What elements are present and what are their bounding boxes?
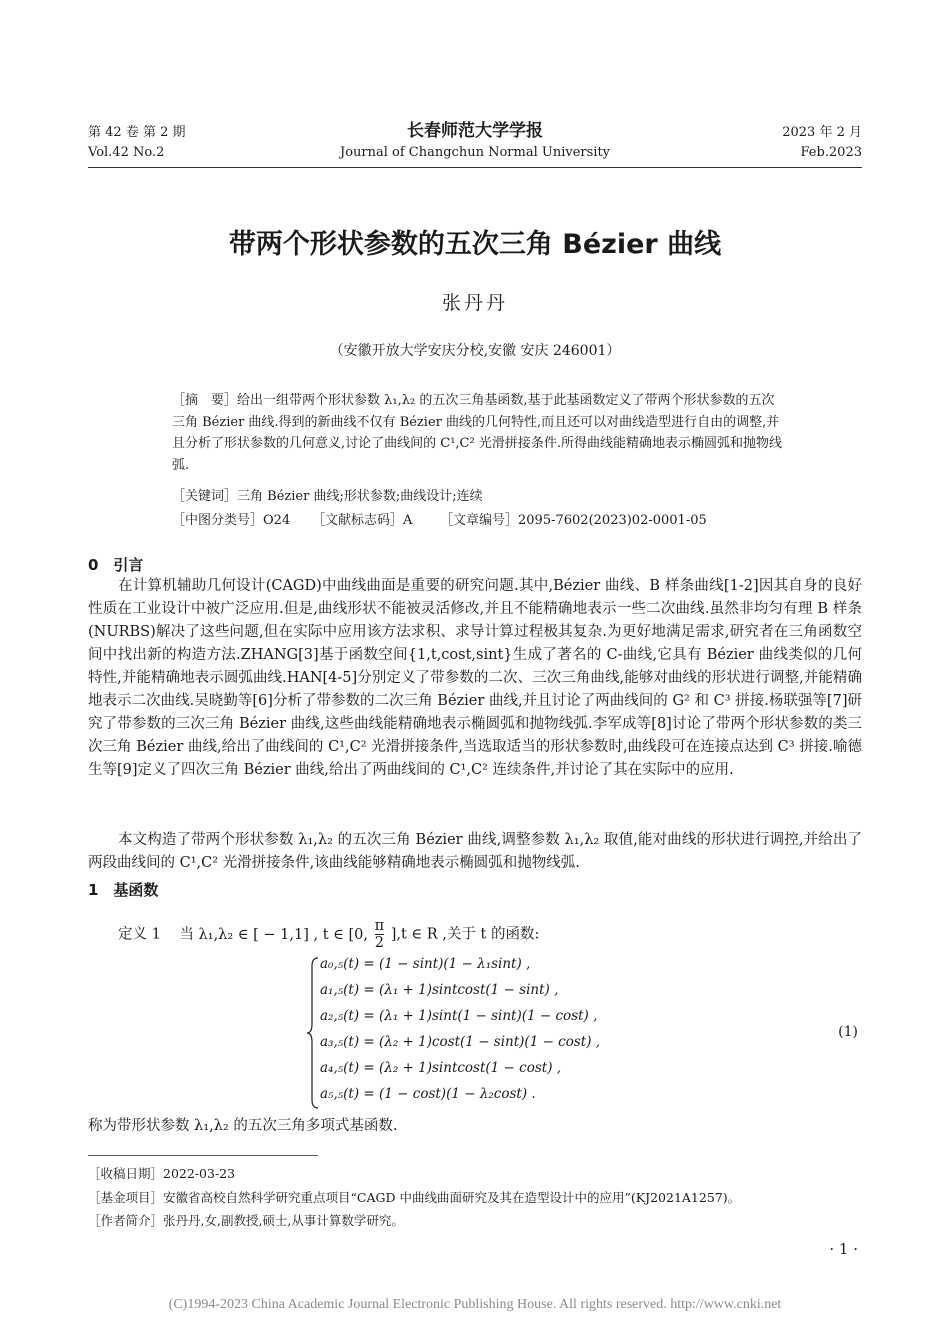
- footnote-rule: [88, 1155, 318, 1156]
- fraction-numerator: π: [374, 918, 385, 934]
- journal-title-en: Journal of Changchun Normal University: [339, 145, 611, 160]
- keywords-label: ［关键词］: [172, 489, 238, 504]
- equation-a3: a₃,₅(t) = (λ₂ + 1)cost(1 − sint)(1 − cost) ,: [320, 1034, 601, 1050]
- abstract-text: 给出一组带两个形状参数 λ₁,λ₂ 的五次三角基函数,基于此基函数定义了带两个形状参数的五次三角 Bézier 曲线.得到的新曲线不仅有 Bézier 曲线的几何特性,而且还可以对曲线造型进行自由的调整,并且分析了形状参数的几何意义,讨论了曲线间的 C¹,C² 光滑拼接条件.所得曲线能精确地表示椭圆弧和抛物线弧.: [172, 393, 782, 473]
- classification-codes: [172, 509, 290, 528]
- equation-a2: a₂,₅(t) = (λ₁ + 1)sint(1 − sint)(1 − cost) ,: [320, 1008, 598, 1024]
- article-title: 带两个形状参数的五次三角 Bézier 曲线: [228, 229, 722, 260]
- fraction-denominator: 2: [374, 935, 384, 951]
- author-name: 张丹丹: [441, 292, 508, 314]
- volume-cn: 第 42 卷 第 2 期: [88, 125, 186, 140]
- equation-a1: a₁,₅(t) = (λ₁ + 1)sintcost(1 − sint) ,: [320, 982, 559, 998]
- article-number: [440, 509, 707, 528]
- footnote-fund: ［基金项目］安徽省高校自然科学研究重点项目“CAGD 中曲线曲面研究及其在造型设计中的应用”(KJ2021A1257)。: [88, 1190, 741, 1205]
- definition-label: 定义 1: [118, 926, 161, 943]
- equation-a0: a₀,₅(t) = (1 − sint)(1 − λ₁sint) ,: [320, 956, 531, 972]
- equation-number: (1): [838, 1024, 858, 1040]
- doc-code-label: ［文献标志码］: [312, 513, 404, 528]
- copyright-notice: (C)1994-2023 China Academic Journal Electronic Publishing House. All rights reserved. http://www.cnki.net: [168, 1297, 782, 1312]
- section-heading-basis: 1 基函数: [88, 881, 159, 899]
- footnote-author-bio: ［作者简介］张丹丹,女,副教授,硕士,从事计算数学研究。: [88, 1213, 404, 1228]
- definition-1: [118, 918, 539, 951]
- left-brace-icon: [306, 956, 320, 1110]
- date-en: Feb.2023: [800, 145, 862, 160]
- clc-label: ［中图分类号］: [172, 513, 264, 528]
- abstract-label: ［摘 要］: [172, 393, 238, 408]
- intro-paragraph-1: 在计算机辅助几何设计(CAGD)中曲线曲面是重要的研究问题.其中,Bézier 曲线、B 样条曲线[1-2]因其自身的良好性质在工业设计中被广泛应用.但是,曲线形状不能被灵活修改,并且不能精确地表示一些二次曲线.虽然非均匀有理 B 样条(NURBS)解决了这些问题,但在实际中应用该方法求积、求导计算过程极其复杂.为更好地满足需求,研究者在三角函数空间中找出新的构造方法.ZHANG[3]基于函数空间{1,t,cost,sint}生成了著名的 C-曲线,它具有 Bézier 曲线类似的几何特性,并能精确地表示圆弧曲线.HAN[4-5]分别定义了带参数的二次、三次三角曲线,能够对曲线的形状进行调整,并能精确地表示二次曲线.吴晓勤等[6]分析了带参数的二次三角 Bézier 曲线,并且讨论了两曲线间的 G² 和 C³ 拼接.杨联强等[7]研究了带参数的三次三角 Bézier 曲线,这些曲线能精确地表示椭圆弧和抛物线弧.李军成等[8]讨论了带两个形状参数的类三次三角 Bézier 曲线,给出了曲线间的 C¹,C² 光滑拼接条件,当选取适当的形状参数时,曲线段可在连接点达到 C³ 拼接.喻德生等[9]定义了四次三角 Bézier 曲线,给出了两曲线间的 C¹,C² 连续条件,并讨论了其在实际中的应用.: [88, 578, 862, 778]
- keywords-text: 三角 Bézier 曲线;形状参数;曲线设计;连续: [237, 489, 483, 504]
- keywords: [172, 485, 483, 504]
- affiliation: （安徽开放大学安庆分校,安徽 安庆 246001）: [329, 343, 621, 359]
- article-no-value: 2095-7602(2023)02-0001-05: [518, 513, 707, 528]
- equation-a5: a₅,₅(t) = (1 − cost)(1 − λ₂cost) .: [320, 1086, 536, 1102]
- document-code: [312, 509, 412, 528]
- footnote-received: ［收稿日期］2022-03-23: [88, 1166, 236, 1181]
- doc-code-value: A: [403, 513, 413, 528]
- intro-paragraph-2: 本文构造了带两个形状参数 λ₁,λ₂ 的五次三角 Bézier 曲线,调整参数 λ₁,λ₂ 取值,能对曲线的形状进行调控,并给出了两段曲线间的 C¹,C² 光滑拼接条件,该曲线能够精确地表示椭圆弧和抛物线弧.: [88, 832, 862, 871]
- date-cn: 2023 年 2 月: [782, 125, 862, 140]
- after-equation-text: 称为带形状参数 λ₁,λ₂ 的五次三角多项式基函数.: [88, 1118, 398, 1134]
- article-no-label: ［文章编号］: [440, 513, 519, 528]
- equation-a4: a₄,₅(t) = (λ₂ + 1)sintcost(1 − cost) ,: [320, 1060, 562, 1076]
- header-rule: [88, 167, 862, 168]
- definition-text-b: ],t ∈ R ,关于 t 的函数:: [390, 926, 540, 943]
- volume-en: Vol.42 No.2: [88, 145, 165, 160]
- page-number: · 1 ·: [829, 1240, 858, 1258]
- section-heading-intro: 0 引言: [88, 556, 144, 574]
- journal-title-cn: 长春师范大学学报: [407, 121, 543, 141]
- pi-over-two: [375, 918, 385, 951]
- abstract: [172, 390, 782, 476]
- clc-value: O24: [263, 513, 291, 528]
- definition-text-a: 当 λ₁,λ₂ ∈ [ − 1,1] , t ∈ [0,: [179, 926, 368, 943]
